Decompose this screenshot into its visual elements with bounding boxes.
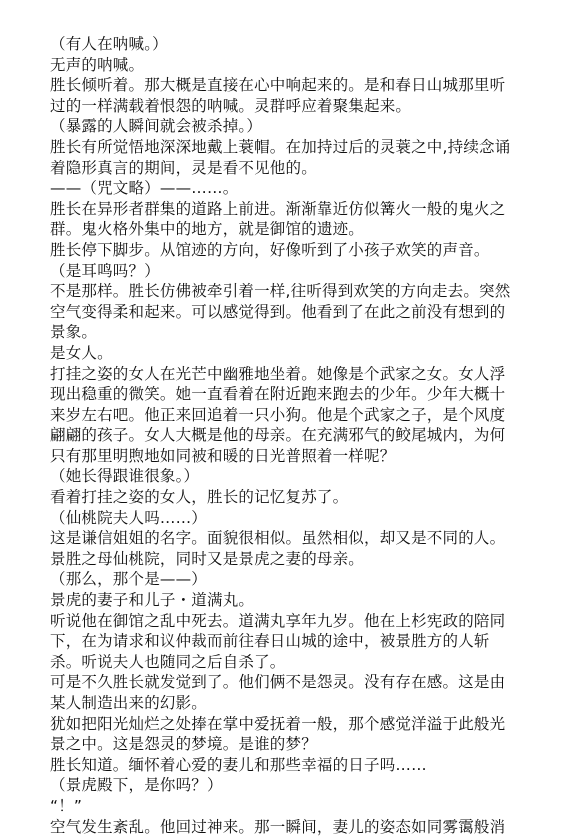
text-line: 景虎的妻子和儿子・道满丸。 — [50, 591, 255, 610]
text-line: 胜长停下脚步。从馆迹的方向，好像听到了小孩子欢笑的声音。 — [50, 240, 490, 259]
text-line: （有人在呐喊。） — [50, 35, 168, 53]
text-line: 不是那样。胜长仿佛被牵引着一样,往听得到欢笑的方向走去。突然 — [50, 282, 511, 301]
text-line: 这是谦信姐姐的名字。面貌很相似。虽然相似，却又是不同的人。 — [50, 529, 506, 548]
text-line: 是女人。 — [50, 343, 113, 362]
text-line: 听说他在御馆之乱中死去。道满丸享年九岁。他在上杉宪政的陪同 — [50, 611, 506, 630]
text-line: 翩翩的孩子。女人大概是他的母亲。在充满邪气的鲛尾城内，为何 — [50, 426, 506, 445]
text-line: 无声的呐喊。 — [50, 55, 145, 74]
text-line: （仙桃院夫人吗……） — [50, 508, 208, 527]
text-line: 胜长有所觉悟地深深地戴上蓑帽。在加持过后的灵蓑之中,持续念诵 — [50, 137, 511, 156]
text-line: ——（咒文略）——……。 — [50, 179, 239, 198]
text-line: 打挂之姿的女人在光芒中幽雅地坐着。她像是个武家之女。女人浮 — [50, 364, 506, 383]
text-line: 只有那里明煦地如同被和暖的日光普照着一样呢？ — [50, 446, 396, 465]
text-line: （是耳鸣吗？） — [50, 261, 160, 280]
text-line: 看着打挂之姿的女人，胜长的记忆复苏了。 — [50, 488, 349, 507]
text-line: （暴露的人瞬间就会被杀掉。） — [50, 117, 263, 136]
text-line: 景之中。这是怨灵的梦境。是谁的梦？ — [50, 735, 317, 754]
text-line: 现出稳重的微笑。她一直看着在附近跑来跑去的少年。少年大概十 — [50, 385, 506, 404]
text-line: 可是不久胜长就发觉到了。他们俩不是怨灵。没有存在感。这是由 — [50, 673, 506, 692]
text-line: 杀。听说夫人也随同之后自杀了。 — [50, 652, 286, 671]
text-line: 犹如把阳光灿烂之处捧在掌中爱抚着一般，那个感觉洋溢于此般光 — [50, 714, 506, 733]
text-line: 景象。 — [50, 323, 98, 342]
text-line: 某人制造出来的幻影。 — [50, 694, 208, 712]
text-line: 景胜之母仙桃院，同时又是景虎之妻的母亲。 — [50, 549, 365, 568]
text-line: （她长得跟谁很象。） — [50, 467, 200, 486]
text-line: 着隐形真言的期间，灵是看不见他的。 — [50, 158, 317, 177]
text-line: 空气变得柔和起来。可以感觉得到。他看到了在此之前没有想到的 — [50, 302, 506, 321]
text-line: （景虎殿下，是你吗？） — [50, 776, 223, 795]
text-line: 胜长知道。缅怀着心爱的妻儿和那些幸福的日子吗…… — [50, 755, 427, 774]
text-line: 过的一样满载着恨怨的呐喊。灵群呼应着聚集起来。 — [50, 96, 412, 115]
text-line: 群。鬼火格外集中的地方，就是御馆的遗迹。 — [50, 220, 365, 239]
text-line: 胜长倾听着。那大概是直接在心中响起来的。是和春日山城那里听 — [50, 76, 506, 95]
text-line: 下，在为请求和议仲裁而前往春日山城的途中，被景胜方的人斩 — [50, 632, 490, 651]
text-line: 胜长在异形者群集的道路上前进。渐渐靠近仿似篝火一般的鬼火之 — [50, 199, 506, 218]
text-line: “！” — [50, 796, 83, 815]
text-line: 来岁左右吧。他正来回追着一只小狗。他是个武家之子，是个风度 — [50, 405, 506, 424]
text-line: （那么，那个是——） — [50, 570, 208, 589]
text-line: 空气发生紊乱。他回过神来。那一瞬间，妻儿的姿态如同雾霭般消 — [50, 817, 506, 836]
